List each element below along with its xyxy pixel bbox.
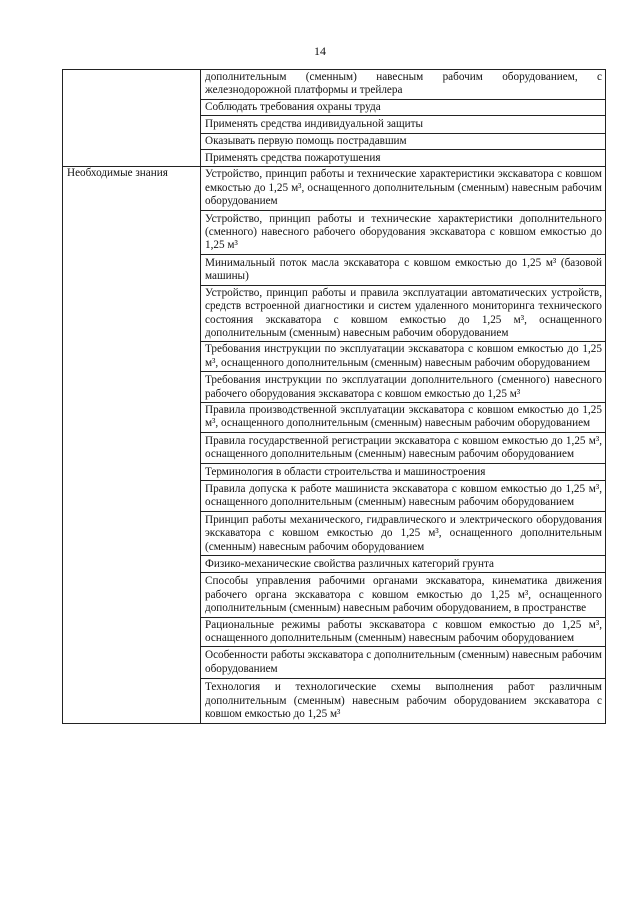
- table-row: [63, 70, 606, 100]
- skill-item: Оказывать первую помощь пострадавшим: [201, 133, 606, 149]
- knowledge-item: Правила допуска к работе машиниста экскаватора с ковшом емкостью до 1,25 м³, оснащенного дополнительным (сменным) навесным рабочим оборудованием: [201, 480, 606, 511]
- page-number: 14: [314, 44, 326, 58]
- knowledge-item: Способы управления рабочими органами экскаватора, кинематика движения рабочего органа экскаватора с ковшом емкостью до 1,25 м³, оснащенного дополнительным (сменным) навесным рабочим оборудованием, в пространстве: [201, 573, 606, 617]
- knowledge-item: Правила государственной регистрации экскаватора с ковшом емкостью до 1,25 м³, оснащенного дополнительным (сменным) навесным рабочим оборудованием: [201, 432, 606, 463]
- skill-item: дополнительным (сменным) навесным рабочим оборудованием, с железнодорожной платформы и трейлера: [201, 70, 606, 100]
- knowledge-item: Устройство, принцип работы и правила эксплуатации автоматических устройств, средств встроенной диагностики и систем удаленного мониторинга технического состояния экскаватора с ковшом емкостью до 1,25 м³, оснащенного дополнительным (сменным) навесным рабочим оборудованием: [201, 285, 606, 342]
- requirements-table: [62, 69, 606, 724]
- knowledge-item: Устройство, принцип работы и технические характеристики дополнительного (сменного) навесного рабочего оборудования экскаватора с ковшом емкостью до 1,25 м³: [201, 210, 606, 254]
- skill-item: Соблюдать требования охраны труда: [201, 99, 606, 115]
- knowledge-item: Рациональные режимы работы экскаватора с ковшом емкостью до 1,25 м³, оснащенного дополнительным (сменным) навесным рабочим оборудованием: [201, 617, 606, 647]
- knowledge-item: Требования инструкции по эксплуатации экскаватора с ковшом емкостью до 1,25 м³, оснащенного дополнительным (сменным) навесным рабочим оборудованием: [201, 342, 606, 372]
- empty-label-cell: [63, 70, 201, 167]
- knowledge-item: Принцип работы механического, гидравлического и электрического оборудования экскаватора с ковшом емкостью до 1,25 м³, оснащенного дополнительным (сменным) навесным рабочим оборудованием: [201, 511, 606, 555]
- knowledge-item: Минимальный поток масла экскаватора с ковшом емкостью до 1,25 м³ (базовой машины): [201, 254, 606, 285]
- knowledge-item: Физико-механические свойства различных категорий грунта: [201, 556, 606, 573]
- knowledge-item: Устройство, принцип работы и технические характеристики экскаватора с ковшом емкостью до 1,25 м³, оснащенного дополнительным (сменным) навесным рабочим оборудованием: [201, 167, 606, 210]
- knowledge-item: Требования инструкции по эксплуатации дополнительного (сменного) навесного рабочего оборудования экскаватора с ковшом емкостью до 1,25 м³: [201, 372, 606, 403]
- skill-item: Применять средства пожаротушения: [201, 150, 606, 167]
- knowledge-item: Технология и технологические схемы выполнения работ различным дополнительным (сменным) навесным рабочим оборудованием экскаватора с ковшом емкостью до 1,25 м³: [201, 679, 606, 724]
- skill-item: Применять средства индивидуальной защиты: [201, 116, 606, 133]
- knowledge-item: Особенности работы экскаватора с дополнительным (сменным) навесным рабочим оборудованием: [201, 647, 606, 679]
- knowledge-item: Терминология в области строительства и машиностроения: [201, 463, 606, 480]
- knowledge-item: Правила производственной эксплуатации экскаватора с ковшом емкостью до 1,25 м³, оснащенного дополнительным (сменным) навесным рабочим оборудованием: [201, 402, 606, 432]
- table-row: [63, 167, 606, 210]
- knowledge-label: Необходимые знания: [63, 167, 201, 724]
